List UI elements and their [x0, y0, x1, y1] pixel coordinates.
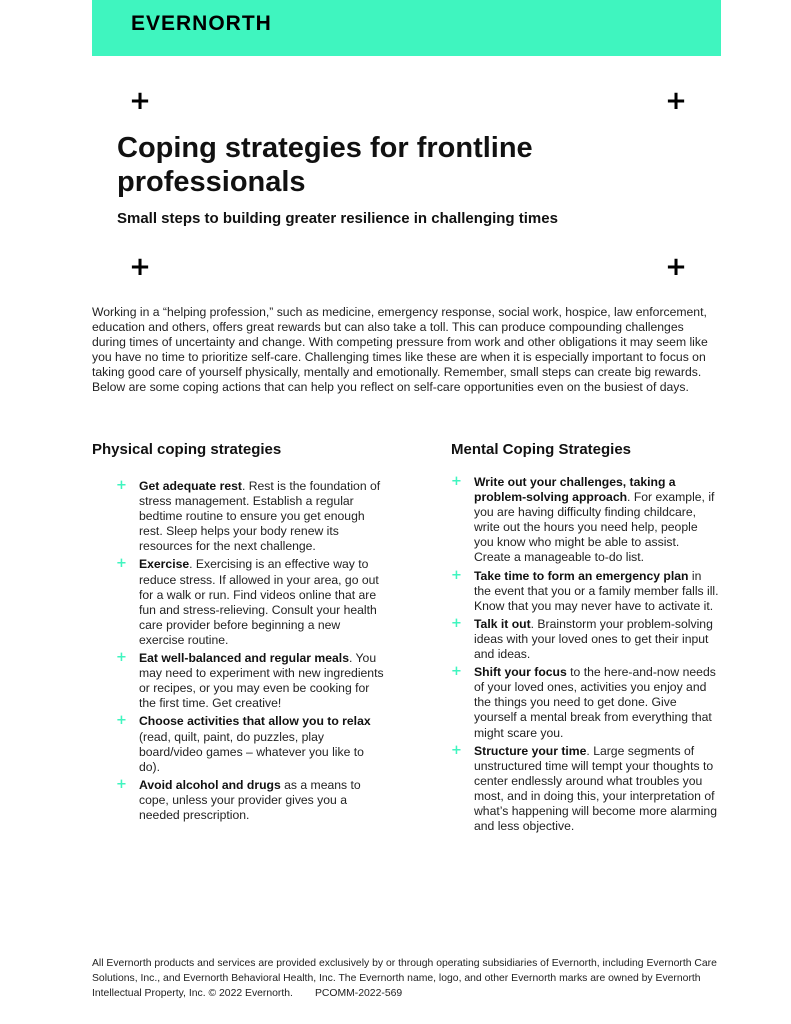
plus-bullet-icon: + [451, 474, 462, 489]
strategy-text: . Large segments of unstructured time will tempt your thoughts to center endlessly around what troubles you most, and in doing this, your interpretation of what’s happening will become more alarming and less objective. [474, 743, 717, 834]
evernorth-logo [131, 12, 272, 36]
footer-text: All Evernorth products and services are provided exclusively by or through operating subsidiaries of Evernorth, including Evernorth Care Solutions, Inc., and Evernorth Behavioral Health, Inc. The Evernorth name, logo, and other Evernorth marks are owned by Evernorth Intellectual Property, Inc. © 2022 Evernorth. [92, 958, 717, 999]
strategy-title: Structure your time [474, 743, 587, 758]
logo-text: EVERNORTH [131, 12, 272, 35]
plus-bullet-icon: + [451, 742, 462, 758]
strategy-title: Choose activities that allow you to relax [139, 714, 371, 729]
strategy-title: Get adequate rest [139, 479, 242, 493]
strategy-title: Eat well-balanced and regular meals [139, 651, 349, 666]
strategy-title: Take time to form an emergency plan [474, 568, 689, 583]
plus-icon-bottom-right: + [665, 252, 687, 282]
plus-bullet-icon: + [116, 713, 127, 729]
strategy-text: . You may need to experiment with new ingredients or recipes, or you may even be cooking for the first time. Get creative! [139, 651, 384, 711]
list-item [451, 664, 719, 740]
plus-bullet-icon: + [116, 776, 127, 792]
plus-bullet-icon: + [451, 664, 462, 680]
list-item [116, 713, 384, 774]
list-item [451, 474, 719, 566]
strategy-text: . Brainstorm your problem-solving ideas with your loved ones to get their input and ideas. [474, 616, 713, 662]
list-item [451, 742, 719, 835]
strategy-text: to the here-and-now needs of your loved ones, activities you enjoy and the things you need to get done. Give yourself a mental break from everything that might scare you. [474, 665, 716, 740]
strategy-title: Write out your challenges, taking a problem-solving approach [474, 475, 676, 505]
page-title: Coping strategies for frontline professionals [117, 132, 533, 198]
strategy-title: Avoid alcohol and drugs [139, 777, 281, 792]
list-item [116, 650, 384, 711]
footer-disclaimer [92, 957, 717, 1001]
strategy-title: Shift your focus [474, 665, 567, 680]
strategy-text: as a means to cope, unless your provider gives you a needed prescription. [139, 777, 361, 822]
strategy-text: . Exercising is an effective way to reduce stress. If allowed in your area, go out for a walk or run. Find videos online that are fun and stress-relieving. Consult your health care provider before beginning a new exercise routine. [139, 557, 379, 647]
footer-code: PCOMM-2022-569 [314, 987, 403, 999]
strategy-text: in the event that you or a family member falls ill. Know that you may never have to activate it. [474, 568, 719, 613]
list-item [116, 478, 384, 554]
strategy-text: . Rest is the foundation of stress management. Establish a regular bedtime routine to ensure you get enough rest. Sleep helps your body renew its resources for the next challenge. [139, 479, 381, 554]
plus-bullet-icon: + [116, 556, 127, 572]
plus-bullet-icon: + [451, 567, 462, 583]
mental-strategies-list [451, 474, 719, 837]
physical-strategies-list [116, 478, 384, 826]
plus-bullet-icon: + [116, 478, 127, 493]
list-item [451, 615, 719, 662]
list-item [116, 776, 384, 823]
page-subtitle: Small steps to building greater resilience in challenging times [117, 210, 558, 227]
strategy-title: Talk it out [474, 616, 531, 631]
plus-bullet-icon: + [116, 650, 127, 666]
strategy-text: . For example, if you are having difficulty finding childcare, write out the hours you need help, people you know who might be able to assist. Create a manageable to-do list. [474, 490, 715, 565]
intro-paragraph: Working in a “helping profession,” such as medicine, emergency response, social work, hospice, law enforcement, education and others, offers great rewards but can also take a toll. This can produce compounding challenges during times of uncertainty and change. With competing pressure from work and other obligations it may seem like you have no time to prioritize self-care. Challenging times like these are when it is especially important to focus on taking good care of yourself physically, mentally and emotionally. Remember, small steps can create big rewards. Below are some coping actions that can help you reflect on self-care opportunities even on the busiest of days. [92, 305, 708, 395]
strategy-text: (read, quilt, paint, do puzzles, play board/video games – whatever you like to do). [139, 729, 364, 774]
plus-icon-top-left: + [129, 86, 151, 116]
list-item [116, 556, 384, 648]
strategy-title: Exercise [139, 557, 190, 572]
plus-icon-bottom-left: + [129, 252, 151, 282]
physical-heading: Physical coping strategies [92, 441, 282, 458]
plus-icon-top-right: + [665, 86, 687, 116]
plus-bullet-icon: + [451, 615, 462, 631]
mental-heading: Mental Coping Strategies [451, 441, 632, 458]
list-item [451, 567, 719, 614]
